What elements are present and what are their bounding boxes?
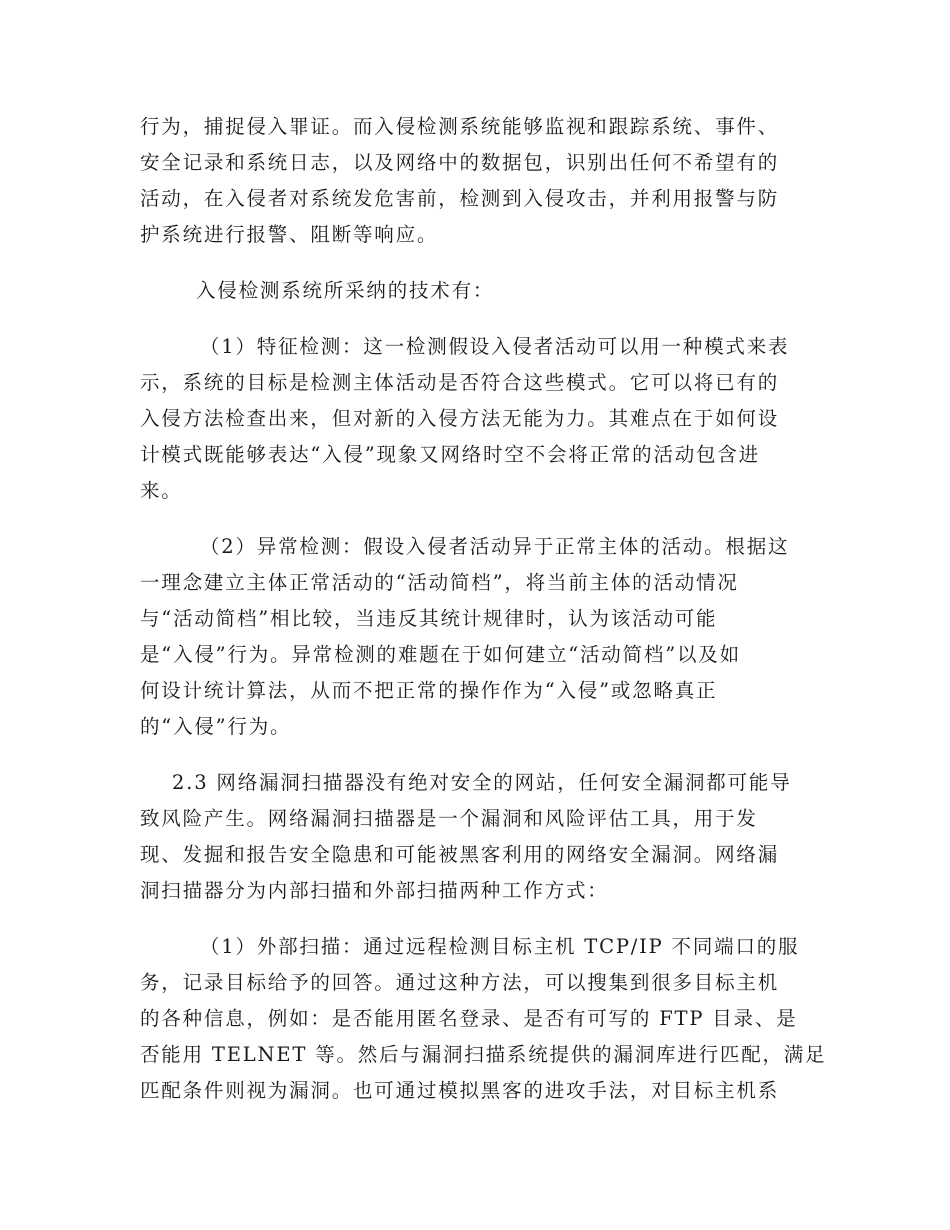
text-line: 入侵方法检查出来，但对新的入侵方法无能为力。其难点在于如何设 [140, 407, 780, 430]
text-line: 的“入侵”行为。 [140, 715, 292, 738]
text-line: 务，记录目标给予的回答。通过这种方法，可以搜集到很多目标主机 [140, 971, 780, 994]
text-line: 是“入侵”行为。异常检测的难题在于如何建立“活动简档”以及如 [140, 643, 741, 666]
text-line: 护系统进行报警、阻断等响应。 [140, 223, 439, 246]
text-line: （2）异常检测：假设入侵者活动异于正常主体的活动。根据这 [200, 535, 790, 558]
text-line: 来。 [140, 479, 183, 502]
text-line: 匹配条件则视为漏洞。也可通过模拟黑客的进攻手法，对目标主机系 [140, 1079, 780, 1102]
text-line: （1）特征检测：这一检测假设入侵者活动可以用一种模式来表 [200, 335, 790, 358]
text-line: 否能用 TELNET 等。然后与漏洞扫描系统提供的漏洞库进行匹配，满足 [140, 1043, 827, 1066]
text-line: 计模式既能够表达“入侵”现象又网络时空不会将正常的活动包含进 [140, 443, 760, 466]
text-line: 一理念建立主体正常活动的“活动简档”，将当前主体的活动情况 [140, 571, 739, 594]
text-line: 安全记录和系统日志，以及网络中的数据包，识别出任何不希望有的 [140, 151, 780, 174]
text-line: 的各种信息，例如：是否能用匿名登录、是否有可写的 FTP 目录、是 [140, 1007, 798, 1030]
text-line: 入侵检测系统所采纳的技术有： [196, 279, 495, 302]
text-line: 洞扫描器分为内部扫描和外部扫描两种工作方式： [140, 879, 609, 902]
text-line: 2.3 网络漏洞扫描器没有绝对安全的网站，任何安全漏洞都可能导 [172, 771, 792, 794]
text-line: 现、发掘和报告安全隐患和可能被黑客利用的网络安全漏洞。网络漏 [140, 843, 780, 866]
text-line: 活动，在入侵者对系统发危害前，检测到入侵攻击，并利用报警与防 [140, 187, 780, 210]
text-line: （1）外部扫描：通过远程检测目标主机 TCP/IP 不同端口的服 [200, 935, 800, 958]
text-line: 行为，捕捉侵入罪证。而入侵检测系统能够监视和跟踪系统、事件、 [140, 115, 780, 138]
text-line: 示，系统的目标是检测主体活动是否符合这些模式。它可以将已有的 [140, 371, 780, 394]
text-line: 与“活动简档”相比较，当违反其统计规律时，认为该活动可能 [140, 607, 718, 630]
text-line: 致风险产生。网络漏洞扫描器是一个漏洞和风险评估工具，用于发 [140, 807, 758, 830]
text-line: 何设计统计算法，从而不把正常的操作作为“入侵”或忽略真正 [140, 679, 718, 702]
